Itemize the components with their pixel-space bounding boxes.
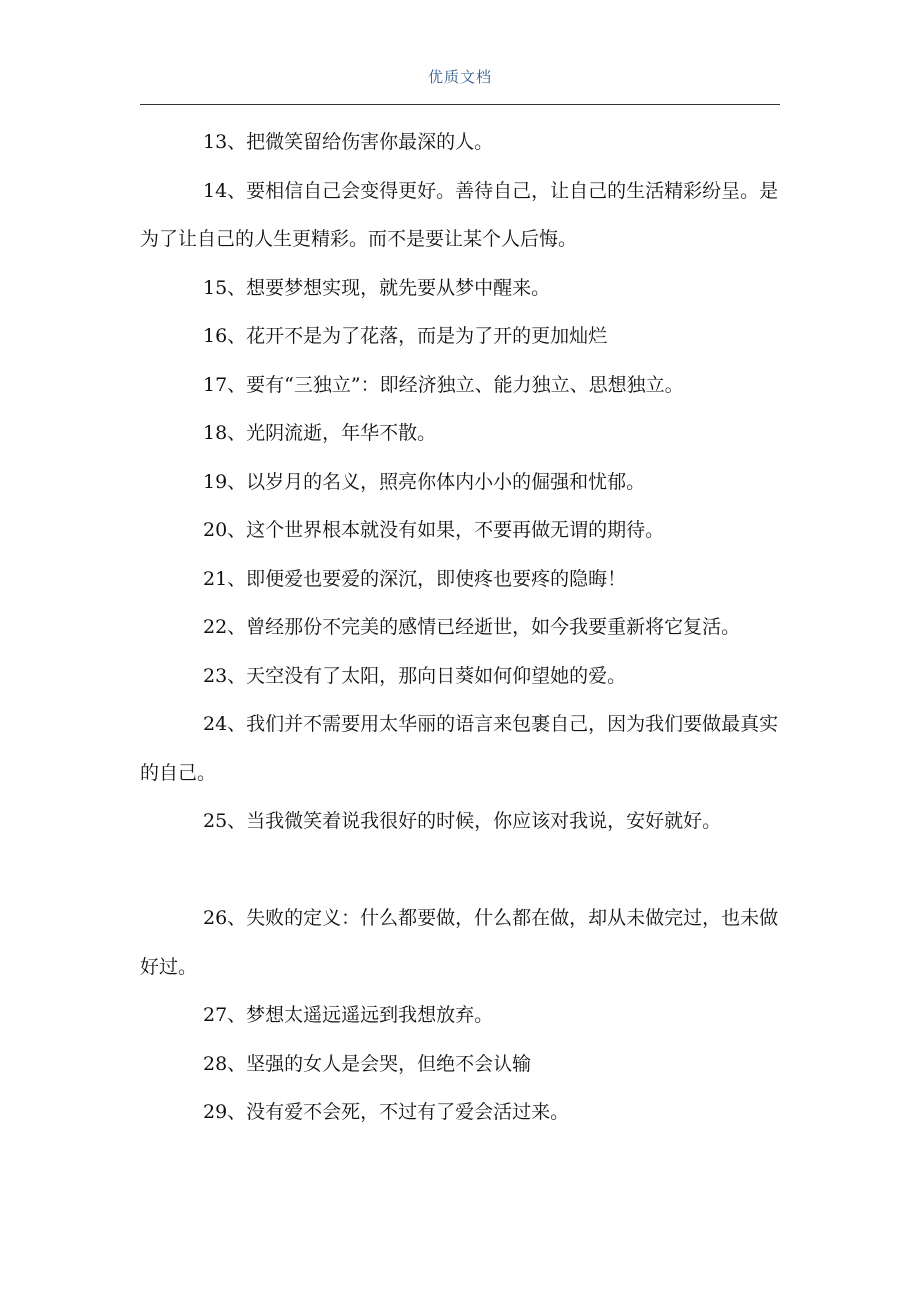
quote-item-22: 22、曾经那份不完美的感情已经逝世，如今我要重新将它复活。 (203, 616, 741, 638)
quote-item-13: 13、把微笑留给伤害你最深的人。 (203, 131, 494, 153)
quote-item-23: 23、天空没有了太阳，那向日葵如何仰望她的爱。 (203, 664, 627, 687)
quote-item-24: 24、我们并不需要用太华丽的语言来包裹自己，因为我们要做最真实的自己。 (140, 713, 779, 784)
quote-item-17: 17、要有“三独立”：即经济独立、能力独立、思想独立。 (203, 373, 684, 396)
quote-item-19: 19、以岁月的名义，照亮你体内小小的倔强和忧郁。 (203, 470, 646, 493)
header-title: 优质文档 (427, 68, 492, 86)
quote-item-29: 29、没有爱不会死，不过有了爱会活过来。 (203, 1101, 570, 1123)
quote-item-14: 14、要相信自己会变得更好。善待自己，让自己的生活精彩纷呈。是为了让自己的人生更精彩。而不是要让某个人后悔。 (140, 179, 779, 250)
quote-item-15: 15、想要梦想实现，就先要从梦中醒来。 (203, 276, 551, 299)
quote-item-21: 21、即便爱也要爱的深沉，即使疼也要疼的隐晦！ (203, 567, 627, 590)
quote-item-16: 16、花开不是为了花落，而是为了开的更加灿烂 (203, 325, 608, 347)
quote-item-20: 20、这个世界根本就没有如果，不要再做无谓的期待。 (203, 519, 665, 541)
blank-line (140, 846, 790, 895)
quote-item-27: 27、梦想太遥远遥远到我想放弃。 (203, 1004, 494, 1026)
header-divider (140, 104, 780, 105)
quote-item-28: 28、坚强的女人是会哭，但绝不会认输 (203, 1052, 532, 1075)
quote-item-26: 26、失败的定义：什么都要做，什么都在做，却从未做完过，也未做好过。 (140, 907, 779, 978)
quote-item-18: 18、光阴流逝，年华不散。 (203, 422, 437, 444)
quote-item-25: 25、当我微笑着说我很好的时候，你应该对我说，安好就好。 (203, 810, 722, 832)
quote-list (140, 118, 790, 1137)
